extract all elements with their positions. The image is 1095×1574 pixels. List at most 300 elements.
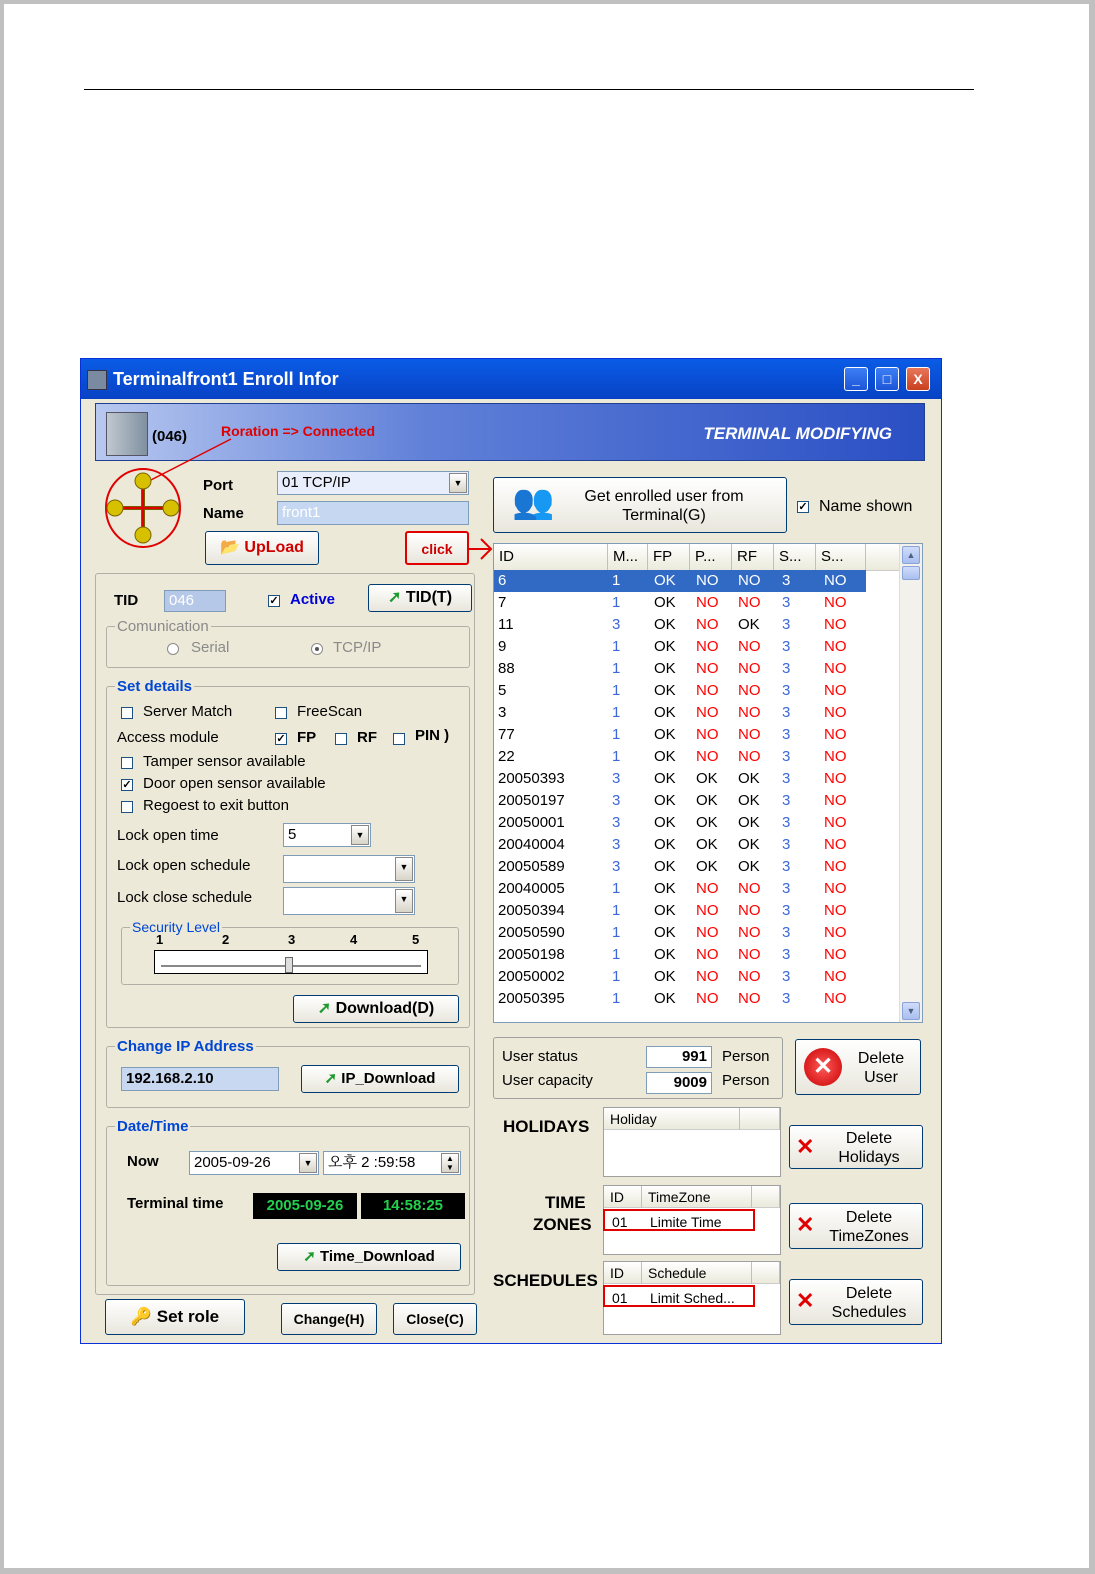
cell-s2: NO	[824, 836, 847, 853]
click-annotation-label: click	[421, 541, 453, 557]
pin-checkbox[interactable]	[393, 733, 405, 745]
table-row[interactable]	[494, 834, 866, 856]
cell-s1: 3	[782, 968, 791, 985]
cell-rf: NO	[738, 968, 761, 985]
security-level-legend: Security Level	[132, 919, 220, 935]
table-row[interactable]	[494, 944, 866, 966]
cell-s1: 3	[782, 572, 791, 589]
cell-fp: OK	[654, 968, 676, 985]
col-m[interactable]: M...	[608, 544, 648, 570]
holiday-column-extra	[740, 1108, 780, 1130]
cell-rf: NO	[738, 682, 761, 699]
lock-open-time-value: 5	[288, 826, 297, 843]
cell-s2: NO	[824, 616, 847, 633]
cell-m: 3	[612, 814, 621, 831]
cell-m: 1	[612, 638, 621, 655]
terminal-date-display: 2005-09-26	[253, 1193, 357, 1219]
cell-fp: OK	[654, 902, 676, 919]
cell-id: 88	[498, 660, 515, 677]
cell-p: NO	[696, 924, 719, 941]
col-rf[interactable]: RF	[732, 544, 774, 570]
cell-s2: NO	[824, 638, 847, 655]
cell-rf: NO	[738, 946, 761, 963]
cell-s1: 3	[782, 660, 791, 677]
cell-rf: NO	[738, 638, 761, 655]
port-value: 01 TCP/IP	[282, 474, 351, 491]
cell-id: 20050590	[498, 924, 565, 941]
chevron-down-icon[interactable]: ▼	[395, 889, 413, 913]
cell-id: 20050198	[498, 946, 565, 963]
enroll-info-window	[80, 358, 942, 1344]
delete-schedules-line1: Delete	[845, 1285, 893, 1302]
table-row[interactable]	[494, 812, 866, 834]
cell-fp: OK	[654, 682, 676, 699]
click-arrow-icon	[467, 535, 495, 563]
cell-p: OK	[696, 770, 718, 787]
tz-row-name[interactable]: Limite Time	[650, 1214, 722, 1230]
rotation-connected-icon	[103, 467, 183, 549]
cell-p: OK	[696, 814, 718, 831]
delete-user-line1: Delete	[857, 1050, 905, 1067]
communication-legend: Comunication	[117, 618, 209, 635]
set-details-legend: Set details	[117, 678, 193, 695]
terminal-time-label: Terminal time	[127, 1195, 224, 1212]
cell-rf: NO	[738, 726, 761, 743]
cell-m: 3	[612, 836, 621, 853]
change-ip-legend: Change IP Address	[117, 1038, 254, 1055]
delete-timezones-button[interactable]	[789, 1203, 923, 1249]
schedule-highlight	[603, 1285, 755, 1307]
security-level-slider[interactable]	[154, 950, 428, 974]
cell-s1: 3	[782, 946, 791, 963]
terminal-time-display: 14:58:25	[361, 1193, 465, 1219]
cell-m: 1	[612, 682, 621, 699]
cell-s2: NO	[824, 990, 847, 1007]
cell-s1: 3	[782, 990, 791, 1007]
cell-fp: OK	[654, 858, 676, 875]
now-time-spinner[interactable]	[323, 1151, 461, 1175]
spinner-icon[interactable]: ▲ ▼	[441, 1153, 459, 1173]
tamper-checkbox[interactable]	[121, 757, 133, 769]
cell-rf: OK	[738, 814, 760, 831]
table-row[interactable]	[494, 922, 866, 944]
ip-address-field[interactable]: 192.168.2.10	[121, 1067, 279, 1091]
cell-fp: OK	[654, 924, 676, 941]
table-row[interactable]	[494, 680, 866, 702]
port-label: Port	[203, 477, 233, 494]
user-capacity-value: 9009	[646, 1072, 712, 1094]
cell-fp: OK	[654, 990, 676, 1007]
scroll-down-icon[interactable]: ▼	[902, 1002, 920, 1020]
col-p[interactable]: P...	[690, 544, 732, 570]
datetime-group	[106, 1118, 470, 1286]
cell-s1: 3	[782, 924, 791, 941]
cell-p: NO	[696, 990, 719, 1007]
tid-field[interactable]: 046	[164, 590, 226, 612]
rf-checkbox[interactable]	[335, 733, 347, 745]
tid-label: TID	[114, 592, 139, 609]
cell-rf: NO	[738, 594, 761, 611]
table-row[interactable]	[494, 790, 866, 812]
chevron-down-icon[interactable]: ▼	[299, 1153, 317, 1173]
table-row[interactable]	[494, 988, 866, 1010]
delete-timezones-line1: Delete	[845, 1209, 893, 1226]
set-details-group	[106, 678, 470, 1028]
col-s1[interactable]: S...	[774, 544, 816, 570]
cell-p: OK	[696, 836, 718, 853]
enrolled-users-list[interactable]	[493, 543, 923, 1023]
cell-m: 1	[612, 990, 621, 1007]
port-select[interactable]	[277, 471, 469, 495]
cell-s2: NO	[824, 594, 847, 611]
cell-s2: NO	[824, 572, 847, 589]
security-level-2: 2	[222, 932, 230, 947]
cell-fp: OK	[654, 770, 676, 787]
security-level-4: 4	[350, 932, 358, 947]
cell-s1: 3	[782, 594, 791, 611]
lock-close-schedule-select[interactable]	[283, 887, 415, 915]
cell-rf: NO	[738, 902, 761, 919]
cell-id: 6	[498, 572, 507, 589]
pin-label: PIN )	[415, 727, 450, 744]
now-date-picker[interactable]	[189, 1151, 319, 1175]
window-title: Terminalfront1 Enroll Infor	[113, 369, 339, 389]
cell-rf: NO	[738, 990, 761, 1007]
cell-id: 20050393	[498, 770, 565, 787]
green-arrow-icon: ➚	[303, 1248, 316, 1265]
sched-row-name[interactable]: Limit Sched...	[650, 1290, 735, 1306]
header-rule	[84, 89, 974, 90]
lock-open-time-select[interactable]	[283, 823, 371, 847]
time-download-button[interactable]	[277, 1243, 461, 1271]
holidays-label: HOLIDAYS	[503, 1117, 590, 1136]
name-label: Name	[203, 505, 244, 522]
delete-x-icon: ✕	[796, 1288, 815, 1313]
name-shown-checkbox[interactable]: ✓	[798, 501, 808, 513]
col-fp[interactable]: FP	[648, 544, 690, 570]
cell-m: 1	[612, 924, 621, 941]
table-row[interactable]	[494, 570, 866, 592]
lock-open-schedule-select[interactable]	[283, 855, 415, 883]
delete-schedules-button[interactable]	[789, 1279, 923, 1325]
cell-s1: 3	[782, 792, 791, 809]
table-row[interactable]	[494, 966, 866, 988]
rf-label: RF	[357, 729, 377, 746]
cell-p: NO	[696, 704, 719, 721]
banner-mode: TERMINAL MODIFYING	[703, 424, 892, 443]
datetime-legend: Date/Time	[117, 1118, 189, 1135]
tz-row-id[interactable]: 01	[612, 1214, 628, 1230]
delete-user-label	[846, 1049, 916, 1087]
cell-p: NO	[696, 726, 719, 743]
green-arrow-icon: ➚	[317, 1000, 332, 1017]
cell-id: 20050002	[498, 968, 565, 985]
lock-open-time-label: Lock open time	[117, 827, 219, 844]
tcpip-radio[interactable]	[311, 643, 323, 655]
col-id[interactable]: ID	[494, 544, 608, 570]
cell-rf: OK	[738, 836, 760, 853]
cell-rf: OK	[738, 616, 760, 633]
cell-s2: NO	[824, 726, 847, 743]
left-settings-panel	[95, 573, 475, 1295]
terminal-app-icon	[87, 370, 107, 390]
serial-label: Serial	[191, 639, 230, 656]
sched-row-id[interactable]: 01	[612, 1290, 628, 1306]
cell-p: NO	[696, 616, 719, 633]
cell-rf: NO	[738, 880, 761, 897]
sched-col-extra	[752, 1262, 780, 1284]
table-row[interactable]	[494, 900, 866, 922]
cell-s2: NO	[824, 704, 847, 721]
user-status-label: User status	[502, 1048, 578, 1065]
cell-s2: NO	[824, 682, 847, 699]
tz-col-name[interactable]: TimeZone	[642, 1186, 752, 1208]
lock-close-schedule-label: Lock close schedule	[117, 889, 253, 906]
cell-rf: NO	[738, 660, 761, 677]
scroll-up-icon[interactable]: ▲	[902, 546, 920, 564]
cell-m: 3	[612, 792, 621, 809]
cell-rf: NO	[738, 704, 761, 721]
cell-s1: 3	[782, 726, 791, 743]
col-s2[interactable]: S...	[816, 544, 866, 570]
cell-p: NO	[696, 748, 719, 765]
upload-button[interactable]	[205, 531, 319, 565]
timezone-highlight	[603, 1209, 755, 1231]
delete-holidays-line2: Holidays	[838, 1149, 900, 1166]
tid-button-label: TID(T)	[405, 589, 453, 606]
schedules-label: SCHEDULES	[493, 1271, 598, 1290]
freescan-label: FreeScan	[297, 703, 363, 720]
exit-button-checkbox[interactable]	[121, 801, 133, 813]
cell-s2: NO	[824, 880, 847, 897]
time-zones-label-1: TIME	[545, 1193, 586, 1212]
cell-fp: OK	[654, 594, 676, 611]
cell-s2: NO	[824, 748, 847, 765]
fp-checkbox[interactable]: ✓	[276, 733, 286, 745]
now-time-value: 오후 2 :59:58	[328, 1154, 416, 1171]
table-row[interactable]	[494, 636, 866, 658]
cell-m: 1	[612, 726, 621, 743]
cell-m: 1	[612, 660, 621, 677]
sched-col-id[interactable]: ID	[604, 1262, 642, 1284]
cell-fp: OK	[654, 638, 676, 655]
cell-p: OK	[696, 858, 718, 875]
cell-s1: 3	[782, 770, 791, 787]
cell-s2: NO	[824, 968, 847, 985]
security-level-1: 1	[156, 932, 164, 947]
table-row[interactable]	[494, 614, 866, 636]
chevron-down-icon[interactable]: ▼	[449, 473, 467, 493]
slider-thumb[interactable]	[285, 957, 293, 973]
user-status-unit: Person	[722, 1048, 770, 1065]
cell-s1: 3	[782, 748, 791, 765]
cell-fp: OK	[654, 836, 676, 853]
sched-col-name[interactable]: Schedule	[642, 1262, 752, 1284]
name-field[interactable]: front1	[277, 501, 469, 525]
cell-id: 20050197	[498, 792, 565, 809]
lock-open-schedule-label: Lock open schedule	[117, 857, 251, 874]
cell-fp: OK	[654, 660, 676, 677]
set-role-label: Set role	[156, 1307, 220, 1326]
cell-rf: NO	[738, 748, 761, 765]
user-status-panel	[493, 1037, 783, 1099]
cell-fp: OK	[654, 726, 676, 743]
serial-radio[interactable]	[167, 643, 179, 655]
table-row[interactable]	[494, 724, 866, 746]
table-row[interactable]	[494, 702, 866, 724]
cell-s2: NO	[824, 902, 847, 919]
table-row[interactable]	[494, 658, 866, 680]
close-button[interactable]: Close(C)	[393, 1303, 477, 1335]
delete-schedules-line2: Schedules	[831, 1304, 907, 1321]
freescan-checkbox[interactable]	[275, 707, 287, 719]
cell-rf: OK	[738, 858, 760, 875]
table-row[interactable]	[494, 746, 866, 768]
cell-fp: OK	[654, 814, 676, 831]
name-shown-label: Name shown	[819, 498, 913, 515]
delete-user-button[interactable]	[795, 1039, 921, 1095]
table-row[interactable]	[494, 592, 866, 614]
cell-id: 20050001	[498, 814, 565, 831]
ip-download-button[interactable]	[301, 1065, 459, 1093]
minimize-button[interactable]: _	[844, 367, 868, 391]
get-enrolled-user-button[interactable]	[493, 477, 787, 533]
cell-fp: OK	[654, 748, 676, 765]
table-row[interactable]	[494, 768, 866, 790]
delete-holidays-label	[820, 1129, 918, 1167]
delete-holidays-line1: Delete	[845, 1130, 893, 1147]
cell-p: NO	[696, 660, 719, 677]
download-button[interactable]	[293, 995, 459, 1023]
cell-p: OK	[696, 792, 718, 809]
cell-p: NO	[696, 902, 719, 919]
upload-button-label: UpLoad	[244, 539, 304, 556]
click-annotation-button[interactable]	[405, 531, 469, 565]
cell-id: 20040005	[498, 880, 565, 897]
chevron-down-icon[interactable]: ▼	[395, 857, 413, 881]
delete-schedules-label	[820, 1284, 918, 1322]
user-capacity-label: User capacity	[502, 1072, 593, 1089]
get-enrolled-line2: Terminal(G)	[622, 507, 706, 524]
cell-s1: 3	[782, 638, 791, 655]
cell-p: NO	[696, 572, 719, 589]
key-icon: 🔑	[130, 1307, 153, 1326]
cell-id: 77	[498, 726, 515, 743]
cell-s2: NO	[824, 946, 847, 963]
cell-s1: 3	[782, 880, 791, 897]
cell-fp: OK	[654, 616, 676, 633]
cell-id: 7	[498, 594, 507, 611]
cell-m: 1	[612, 594, 621, 611]
active-checkbox[interactable]: ✓	[269, 595, 279, 607]
cell-p: NO	[696, 594, 719, 611]
user-capacity-unit: Person	[722, 1072, 770, 1089]
cell-id: 5	[498, 682, 507, 699]
table-row[interactable]	[494, 856, 866, 878]
cell-rf: OK	[738, 792, 760, 809]
door-open-label: Door open sensor available	[143, 775, 326, 792]
cell-p: NO	[696, 682, 719, 699]
cell-rf: OK	[738, 770, 760, 787]
tcpip-label: TCP/IP	[333, 639, 382, 656]
title-bar[interactable]	[81, 359, 941, 399]
cell-id: 20050589	[498, 858, 565, 875]
communication-group	[106, 618, 470, 668]
change-button[interactable]: Change(H)	[281, 1303, 377, 1335]
delete-timezones-line2: TimeZones	[829, 1228, 909, 1245]
cell-s2: NO	[824, 924, 847, 941]
tid-button[interactable]	[368, 584, 472, 612]
delete-timezones-label	[820, 1208, 918, 1246]
delete-x-icon: ✕	[796, 1134, 815, 1159]
holiday-column[interactable]: Holiday	[604, 1108, 740, 1130]
cell-s2: NO	[824, 770, 847, 787]
cell-m: 1	[612, 748, 621, 765]
tz-col-id[interactable]: ID	[604, 1186, 642, 1208]
cell-m: 1	[612, 946, 621, 963]
now-date-value: 2005-09-26	[194, 1154, 271, 1171]
access-module-label: Access module	[117, 729, 219, 746]
cell-m: 1	[612, 880, 621, 897]
change-ip-group	[106, 1038, 470, 1108]
door-open-checkbox[interactable]: ✓	[122, 779, 132, 791]
cell-p: NO	[696, 880, 719, 897]
cell-m: 3	[612, 616, 621, 633]
cell-fp: OK	[654, 880, 676, 897]
cell-p: NO	[696, 638, 719, 655]
cell-s1: 3	[782, 704, 791, 721]
cell-s1: 3	[782, 616, 791, 633]
cell-rf: NO	[738, 924, 761, 941]
active-label: Active	[290, 591, 336, 608]
cell-m: 3	[612, 770, 621, 787]
cell-p: NO	[696, 968, 719, 985]
cell-id: 20050395	[498, 990, 565, 1007]
users-icon: 👥	[512, 483, 555, 521]
delete-holidays-button[interactable]	[789, 1125, 923, 1169]
list-scrollbar[interactable]	[899, 544, 922, 1022]
ip-download-button-label: IP_Download	[341, 1070, 436, 1087]
security-level-5: 5	[412, 932, 420, 947]
cell-id: 20040004	[498, 836, 565, 853]
chevron-down-icon[interactable]: ▼	[351, 825, 369, 845]
document-page	[4, 4, 1089, 1568]
security-level-3: 3	[288, 932, 296, 947]
server-match-label: Server Match	[143, 703, 233, 720]
cell-s1: 3	[782, 682, 791, 699]
time-zones-label-2: ZONES	[533, 1215, 592, 1234]
time-download-button-label: Time_Download	[320, 1248, 435, 1265]
cell-id: 11	[498, 616, 514, 633]
maximize-button[interactable]: □	[875, 367, 899, 391]
now-label: Now	[127, 1153, 159, 1170]
cell-s2: NO	[824, 858, 847, 875]
server-match-checkbox[interactable]	[121, 707, 133, 719]
cell-id: 22	[498, 748, 515, 765]
scroll-thumb[interactable]	[902, 566, 920, 580]
cell-m: 1	[612, 704, 621, 721]
close-window-button[interactable]: X	[906, 367, 930, 391]
cell-rf: NO	[738, 572, 761, 589]
folder-icon: 📂	[220, 539, 240, 556]
table-row[interactable]	[494, 878, 866, 900]
cell-id: 9	[498, 638, 507, 655]
green-arrow-icon: ➚	[324, 1070, 338, 1087]
holidays-grid[interactable]	[603, 1107, 781, 1177]
cell-fp: OK	[654, 572, 676, 589]
set-role-button[interactable]	[105, 1299, 245, 1335]
green-arrow-icon: ➚	[387, 589, 402, 606]
